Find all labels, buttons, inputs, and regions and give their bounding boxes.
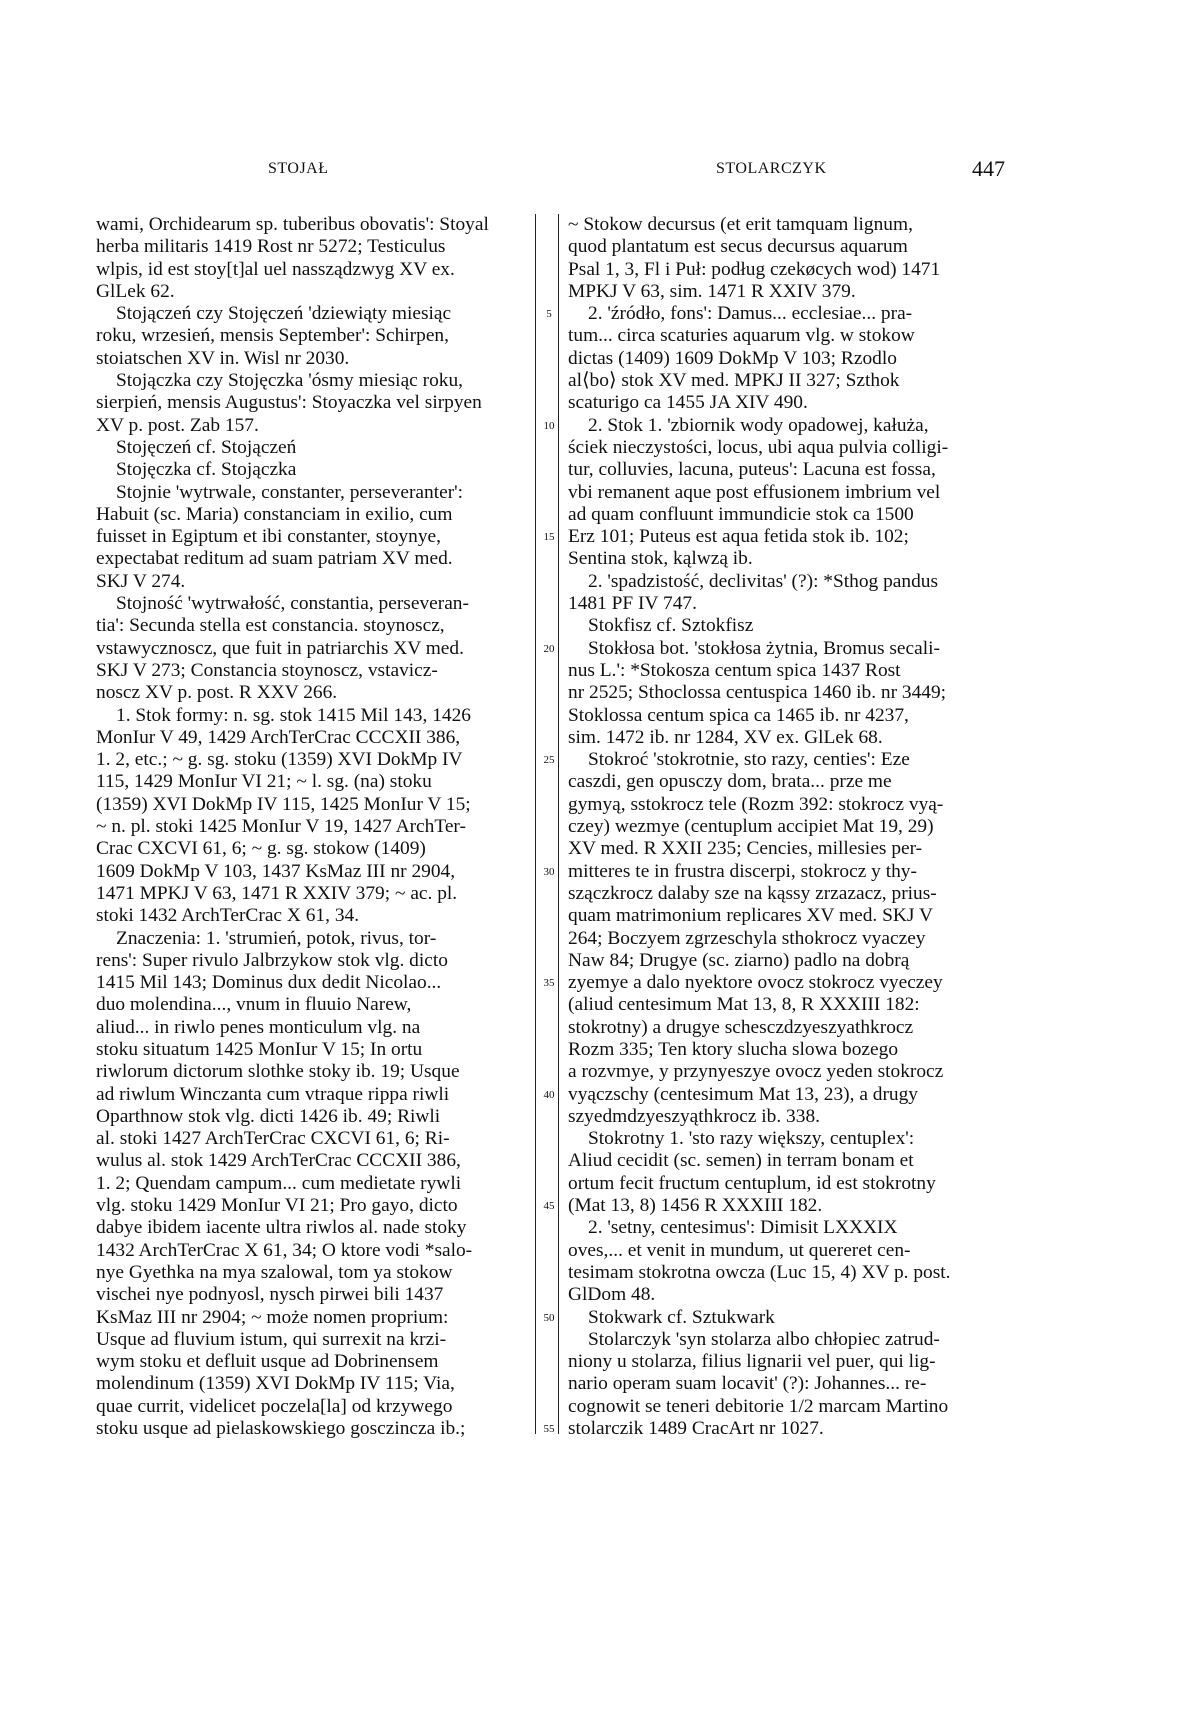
text-line: ad quam confluunt immundicie stok ca 1500 (568, 503, 914, 525)
text-line: 1415 Mil 143; Dominus dux dedit Nicolao... (96, 972, 442, 994)
text-line: Stojączka czy Stojęczka 'ósmy miesiąc roku, (116, 370, 464, 392)
text-line: oves,... et venit in mundum, ut quereret cen- (568, 1239, 911, 1261)
text-line: wulus al. stok 1429 ArchTerCrac CCCXII 386, (96, 1150, 461, 1172)
text-line: niony u stolarza, filius lignarii vel puer, qui lig- (568, 1351, 936, 1373)
text-line: nario operam suam locavit' (?): Johannes... re- (568, 1373, 927, 1395)
text-line: (1359) XVI DokMp IV 115, 1425 MonIur V 15; (96, 793, 471, 815)
text-line: Stojność 'wytrwałość, constantia, perseveran- (116, 593, 469, 615)
text-line: GlDom 48. (568, 1284, 656, 1306)
text-line: stoiatschen XV in. Wisl nr 2030. (96, 347, 350, 369)
text-line: vstawycznoscz, que fuit in patriarchis XV med. (96, 637, 464, 659)
text-line: Stokłosa bot. 'stokłosa żytnia, Bromus secali- (588, 637, 940, 659)
text-line: Stojnie 'wytrwale, constanter, perseveranter': (116, 481, 464, 503)
left-column (96, 214, 526, 1440)
text-line: zyemye a dalo nyektore ovocz stokrocz vyeczey (568, 972, 943, 994)
text-line: ad riwlum Winczanta cum vtraque rippa riwli (96, 1083, 450, 1105)
right-column (568, 214, 1000, 1440)
text-line: ~ Stokow decursus (et erit tamquam lignum, (568, 214, 913, 235)
text-line: 264; Boczyem zgrzeschyla sthokrocz vyaczey (568, 927, 926, 949)
text-line: mitteres te in frustra discerpi, stokrocz y thy- (568, 860, 917, 882)
text-line: sząсzkrocz dalaby sze na kąssy zrzazacz, prius- (568, 882, 937, 904)
text-line: 1481 PF IV 747. (568, 593, 697, 615)
text-line: Erz 101; Puteus est aqua fetida stok ib. 102; (568, 526, 909, 548)
text-line: Stoklossa centum spica ca 1465 ib. nr 4237, (568, 704, 909, 726)
text-line: stoki 1432 ArchTerCrac X 61, 34. (96, 905, 360, 927)
text-line: Habuit (sc. Maria) constanciam in exilio, cum (96, 503, 453, 525)
text-line: 2. 'setny, centesimus': Dimisit LXXXIX (588, 1217, 898, 1239)
line-number: 40 (543, 1088, 555, 1101)
text-line: wym stoku et defluit usque ad Dobrinensem (96, 1351, 439, 1373)
text-line: expectabat reditum ad suam patriam XV med. (96, 548, 453, 570)
text-line: Stojęczeń cf. Stojączeń (116, 436, 297, 458)
text-line: vbi remanent aque post effusionem imbrium vel (568, 481, 941, 503)
text-line: MPKJ V 63, sim. 1471 R XXIV 379. (568, 280, 856, 302)
text-line: ściek nieczystości, locus, ubi aqua pulvia colligi- (568, 436, 949, 458)
text-line: stoku situatum 1425 MonIur V 15; In ortu (96, 1038, 423, 1060)
text-line: Aliud cecidit (sc. semen) in terram bonam et (568, 1150, 914, 1172)
text-line: tum... circa scaturies aquarum vlg. w stokow (568, 325, 915, 347)
text-line: tur, colluvies, lacuna, puteus': Lacuna est fossa, (568, 459, 936, 481)
text-line: (Mat 13, 8) 1456 R XXXIII 182. (568, 1195, 823, 1217)
line-number: 35 (543, 977, 555, 990)
line-number: 5 (546, 308, 552, 321)
text-line: czey) wezmye (centuplum accipiet Mat 19, 29) (568, 816, 934, 838)
text-line: fuisset in Egiptum et ibi constanter, stoynye, (96, 526, 441, 548)
text-line: 2. 'spadzistość, declivitas' (?): *Sthog pandus (588, 570, 939, 592)
text-line: stolarczik 1489 CracArt nr 1027. (568, 1418, 824, 1440)
line-number: 10 (543, 419, 555, 432)
text-line: Rozm 335; Ten ktory slucha slowa bozego (568, 1038, 899, 1060)
line-number: 15 (543, 531, 555, 544)
text-line: wami, Orchidearum sp. tuberibus obovatis': Stoyal (96, 214, 489, 235)
text-line: 115, 1429 MonIur VI 21; ~ l. sg. (na) stoku (96, 771, 432, 793)
text-line: SKJ V 274. (96, 570, 186, 592)
text-line: nr 2525; Sthoclossa centuspica 1460 ib. nr 3449; (568, 682, 947, 704)
text-line: Stojączeń czy Stojęczeń 'dziewiąty miesiąc (116, 303, 452, 325)
page-number: 447 (972, 156, 1005, 181)
text-line: sim. 1472 ib. nr 1284, XV ex. GlLek 68. (568, 726, 883, 748)
text-line: 2. 'źródło, fons': Damus... ecclesiae... pra- (588, 303, 913, 325)
text-line: nus L.': *Stokosza centum spica 1437 Rost (568, 659, 901, 681)
text-line: Stokrotny 1. 'sto razy większy, centuplex': (588, 1128, 915, 1150)
column-rule-right (558, 214, 559, 1434)
text-line: ortum fecit fructum centuplum, id est stokrotny (568, 1172, 936, 1194)
text-line: sierpień, mensis Augustus': Stoyaczka vel sirpyen (96, 392, 482, 414)
text-line: dabye ibidem iacente ultra riwlos al. nade stoky (96, 1217, 467, 1239)
text-line: Stokwark cf. Sztukwark (588, 1306, 775, 1328)
text-line: 1. 2, etc.; ~ g. sg. stoku (1359) XVI DokMp IV (96, 749, 463, 771)
text-line: dictas (1409) 1609 DokMp V 103; Rzodlo (568, 347, 897, 369)
text-line: stokrotny) a drugye schesczdzyeszyathkrocz (568, 1016, 914, 1038)
line-number: 55 (543, 1423, 555, 1436)
text-line: ~ n. pl. stoki 1425 MonIur V 19, 1427 ArchTer- (96, 816, 466, 838)
line-number: 50 (543, 1311, 555, 1324)
line-number: 45 (543, 1200, 555, 1213)
text-line: caszdi, gen opusczy dom, brata... prze me (568, 771, 892, 793)
text-line: stoku usque ad pielaskowskiego gosczincza ib.; (96, 1418, 466, 1440)
text-line: cognowit se teneri debitorie 1/2 marcam Martino (568, 1395, 949, 1417)
text-line: XV p. post. Zab 157. (96, 414, 259, 436)
text-line: al. stoki 1427 ArchTerCrac CXCVI 61, 6; Ri- (96, 1128, 450, 1150)
text-line: nye Gyethka na mya szalowal, tom ya stokow (96, 1261, 453, 1283)
running-head-left: STOJAŁ (268, 160, 329, 177)
text-line: Stolarczyk 'syn stolarza albo chłopiec zatrud- (588, 1328, 940, 1350)
column-rule-left (535, 214, 536, 1434)
text-line: 1432 ArchTerCrac X 61, 34; O ktore vodi *salo- (96, 1239, 473, 1261)
text-line: szyedmdzyeszyąthkrocz ib. 338. (568, 1105, 820, 1127)
text-line: tia': Secunda stella est constancia. stoynoscz, (96, 615, 445, 637)
text-line: noscz XV p. post. R XXV 266. (96, 682, 338, 704)
text-line: XV med. R XXII 235; Cencies, millesies per- (568, 838, 923, 860)
text-line: a rozvmye, y przynyeszye ovocz yeden stokrocz (568, 1061, 944, 1083)
text-line: quod plantatum est secus decursus aquarum (568, 236, 908, 258)
text-line: Stokroć 'stokrotnie, sto razy, centies': Eze (588, 749, 910, 771)
text-line: vyączschy (centesimum Mat 13, 23), a drugy (568, 1083, 919, 1105)
text-line: herba militaris 1419 Rost nr 5272; Testiculus (96, 236, 446, 258)
text-line: KsMaz III nr 2904; ~ może nomen proprium: (96, 1306, 449, 1328)
text-line: Stojęczka cf. Stojączka (116, 459, 297, 481)
text-line: 2. Stok 1. 'zbiornik wody opadowej, kałuża, (588, 414, 929, 436)
text-line: Crac CXCVI 61, 6; ~ g. sg. stokow (1409) (96, 838, 426, 860)
line-number: 25 (543, 754, 555, 767)
text-line: Oparthnow stok vlg. dicti 1426 ib. 49; Riwli (96, 1105, 441, 1127)
text-line: Usque ad fluvium istum, qui surrexit na krzi- (96, 1328, 447, 1350)
text-line: SKJ V 273; Constancia stoynoscz, vstavicz- (96, 659, 438, 681)
text-line: 1. Stok formy: n. sg. stok 1415 Mil 143, 1426 (116, 704, 471, 726)
text-line: al⟨bo⟩ stok XV med. MPKJ II 327; Szthok (568, 370, 900, 392)
line-number: 20 (543, 642, 555, 655)
text-line: Stokfisz cf. Sztokfisz (588, 615, 754, 637)
text-line: tesimam stokrotna owcza (Luc 15, 4) XV p. post. (568, 1261, 951, 1283)
text-line: wlpis, id est stoy[t]al uel nassządzwyg XV ex. (96, 258, 455, 280)
text-line: molendinum (1359) XVI DokMp IV 115; Via, (96, 1373, 455, 1395)
text-line: Psal 1, 3, Fl i Puł: podług czekøcych wod) 1471 (568, 258, 941, 280)
text-line: aliud... in riwlo penes monticulum vlg. na (96, 1016, 421, 1038)
text-line: GlLek 62. (96, 280, 175, 302)
line-number: 30 (543, 865, 555, 878)
text-line: rens': Super rivulo Jalbrzykow stok vlg. dicto (96, 949, 448, 971)
text-line: quam matrimonium replicares XV med. SKJ V (568, 905, 933, 927)
text-line: quae currit, videlicet poczela[la] od krzywego (96, 1395, 453, 1417)
text-line: vischei nye podnyosl, nysch pirwei bili 1437 (96, 1284, 444, 1306)
text-line: roku, wrzesień, mensis September': Schirpen, (96, 325, 449, 347)
running-head-right: STOLARCZYK (716, 160, 827, 177)
text-line: Naw 84; Drugye (sc. ziarno) padlo na dobrą (568, 949, 910, 971)
text-line: gymyą, sstokrocz tele (Rozm 392: stokrocz vyą- (568, 793, 944, 815)
text-line: (aliud centesimum Mat 13, 8, R XXXIII 182: (568, 994, 920, 1016)
text-line: MonIur V 49, 1429 ArchTerCrac CCCXII 386, (96, 726, 461, 748)
text-line: 1609 DokMp V 103, 1437 KsMaz III nr 2904, (96, 860, 456, 882)
text-line: 1471 MPKJ V 63, 1471 R XXIV 379; ~ ac. pl. (96, 882, 458, 904)
text-line: Znaczenia: 1. 'strumień, potok, rivus, tor- (116, 927, 437, 949)
text-line: duo molendina..., vnum in fluuio Narew, (96, 994, 412, 1016)
text-line: vlg. stoku 1429 MonIur VI 21; Pro gayo, dicto (96, 1195, 458, 1217)
text-line: riwlorum dictorum slothke stoky ib. 19; Usque (96, 1061, 460, 1083)
text-line: 1. 2; Quendam campum... cum medietate rywli (96, 1172, 462, 1194)
text-line: Sentina stok, kąlwzą ib. (568, 548, 753, 570)
text-line: scaturigo ca 1455 JA XIV 490. (568, 392, 808, 414)
